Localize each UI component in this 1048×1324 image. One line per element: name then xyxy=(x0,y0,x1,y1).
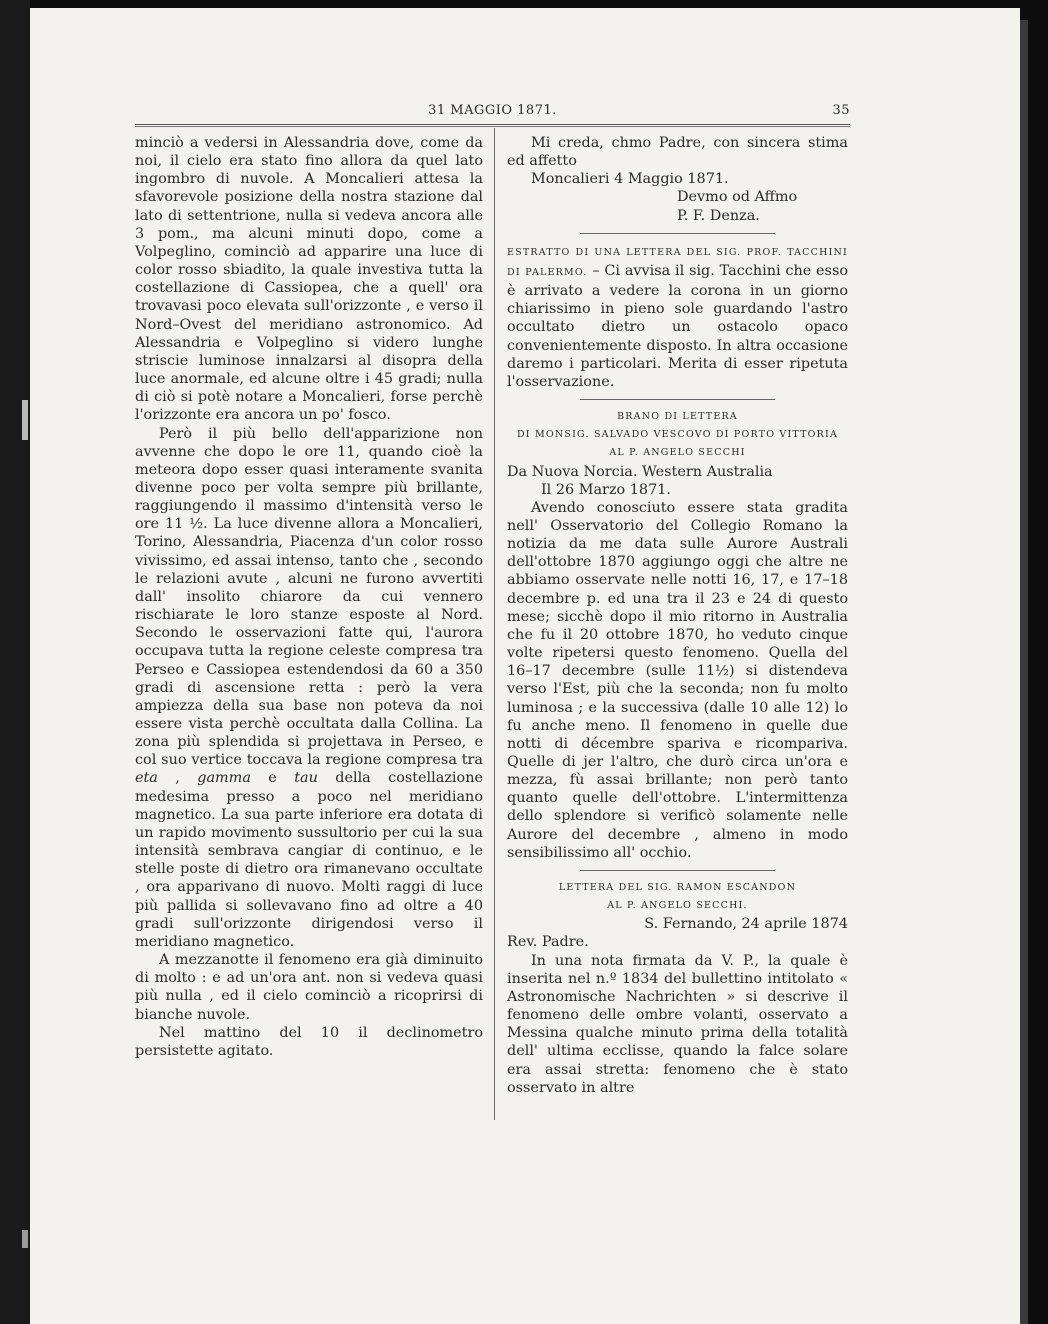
section-separator xyxy=(580,399,775,400)
paragraph: minciò a vedersi in Alessandria dove, come da noi, il cielo era stato fino allora da quel lato ingombro di nuvole. A Moncalieri attesa la sfavorevole posizione della nostra stazione dal lato di settentrione, nulla si vedeva ancora alle 3 pom., ma alcuni minuti dopo, come a Volpeglino, cominciò ad apparire una luce di color rosso sbiadito, la quale investiva tutta la costellazione di Cassiopea, che a quell' ora trovavasi poco elevata sull'orizzonte , e verso il Nord–Ovest del meridiano astronomico. Ad Alessandria e Volpeglino si videro lunghe striscie luminose innalzarsi al disopra della luce anormale, ed alcune oltre i 45 gradi; nulla di ciò si potè notare a Moncalieri, forse perchè l'orizzonte era ancora un po' fosco. xyxy=(135,135,483,424)
left-column xyxy=(135,134,483,1060)
section-separator xyxy=(580,233,775,234)
italic-term: tau xyxy=(294,770,318,787)
section-paragraph: In una nota firmata da V. P., la quale è inserita nel n.º 1834 del bullettino intitolato « Astronomische Nachrichten » si descrive il fenomeno delle ombre volanti, osservato a Messina qualche minuto prima della totalità dell' ultima ecclisse, quando la falce solare era assai stretta: fenomeno che è stato osservato in altre xyxy=(507,952,848,1096)
header-rule xyxy=(135,124,850,127)
paragraph: Nel mattino del 10 il declinometro persistette agitato. xyxy=(135,1024,483,1059)
section-separator xyxy=(580,870,775,871)
section-heading: AL P. ANGELO SECCHI. xyxy=(607,900,748,912)
scan-edge-mark xyxy=(22,1230,28,1248)
running-head-date: 31 MAGGIO 1871. xyxy=(428,103,557,118)
running-head xyxy=(135,103,850,123)
section-text: – Ci avvisa il sig. Tacchini che esso è arrivato a vedere la corona in un giorno chiarissimo in pieno sole guardando l'astro occultato dietro un ostacolo opaco convenientemente disposto. In altra occasione daremo i particolari. Merita di esser ripetuta l'osservazione. xyxy=(507,262,848,390)
italic-term: gamma xyxy=(197,770,251,787)
paragraph xyxy=(135,425,483,952)
scan-edge-mark xyxy=(22,400,28,440)
letter-salutation: Rev. Padre. xyxy=(507,934,589,951)
letter-place: Da Nuova Norcia. Western Australia xyxy=(507,463,773,480)
letter-date: Il 26 Marzo 1871. xyxy=(541,481,671,498)
section-heading: BRANO DI LETTERA xyxy=(617,411,738,423)
text-run: , xyxy=(157,770,198,787)
letter-closing-text: Mi creda, chmo Padre, con sincera stima ed affetto xyxy=(507,135,848,170)
text-run: Però il più bello dell'apparizione non avvenne che dopo le ore 11, quando cioè la meteora dopo esser quasi interamente svanita divenne poco per volta sempre più brillante, raggiungendo il massimo d'intensità verso le ore 11 ½. La luce divenne allora a Moncalieri, Torino, Alessandria, Piacenza d'un color rosso vivissimo, ed assai intenso, tanto che , secondo le relazioni avute , alcuni ne furono avvertiti dall' insolito chiarore da cui vennero rischiarate le loro stanze esposte al Nord. Secondo le osservazioni fatte qui, l'aurora occupava tutta la regione celeste compresa tra Perseo e Cassiopea estendendosi da 60 a 350 gradi di ascensione retta : però la vera ampiezza della sua base non poteva da noi essere vista perchè occultata dalla Collina. La zona più splendida si projettava in Perseo, e col suo vertice toccava la regione compresa tra xyxy=(135,425,483,769)
text-run: della costellazione medesima presso a poco nel meridiano magnetico. La sua parte inferiore era dotata di un rapido movimento sussultorio per cui la sua intensità sembrava cangiar di continuo, e le stelle poste di dietro ora rimanevano occultate , ora apparivano di nuovo. Molti raggi di luce più pallida si sollevavano fino ad oltre a 40 gradi sull'orizzonte dirigendosi verso il meridiano magnetico. xyxy=(135,770,483,950)
scan-left-edge xyxy=(0,0,30,1324)
section-paragraph: Avendo conosciuto essere stata gradita nell' Osservatorio del Collegio Romano la notizia da me data sulle Aurore Australi dell'ottobre 1870 aggiungo oggi che altre ne abbiamo osservate nelle notti 16, 17, e 17–18 decembre p. ed una tra il 23 e 24 di questo mese; sicchè dopo il mio ritorno in Australia che fu il 20 ottobre 1870, ho veduto cinque volte ripetersi questo fenomeno. Quella del 16–17 decembre (sulle 11½) si distendeva verso l'Est, più che la seconda; non fu molto luminosa ; e la successiva (dalle 10 alle 12) lo fu anche meno. Il fenomeno in quelle due notti di décembre spariva e ricompariva. Quelle di jer l'altro, che durò circa un'ora e mezza, fù assai brillante; non però tanto quanto quelle dell'ottobre. L'intermittenza dello splendore si verificò solamente nelle Aurore del decembre , almeno in modo sensibilissimo all' occhio. xyxy=(507,499,848,861)
italic-term: eta xyxy=(135,770,158,787)
column-divider xyxy=(494,128,495,1120)
letter-signature: P. F. Denza. xyxy=(677,207,760,224)
letter-place-date: Moncalieri 4 Maggio 1871. xyxy=(531,171,729,188)
section-heading: DI MONSIG. SALVADO VESCOVO DI PORTO VITTORIA xyxy=(516,429,839,441)
section-paragraph xyxy=(507,242,848,391)
section-heading: LETTERA DEL SIG. RAMON ESCANDON xyxy=(558,881,797,893)
scan-right-edge xyxy=(1020,20,1028,1324)
right-column xyxy=(507,134,848,1097)
letter-place-date: S. Fernando, 24 aprile 1874 xyxy=(644,916,848,933)
section-heading: ESTRATTO DI UNA LETTERA DEL SIG. PROF. TACCHINI DI PALERMO. xyxy=(507,246,848,278)
text-run: e xyxy=(250,770,295,787)
letter-valediction: Devmo od Affmo xyxy=(677,189,798,206)
paragraph: A mezzanotte il fenomeno era già diminuito di molto : e ad un'ora ant. non si vedeva quasi più nulla , ed il cielo cominciò a ricoprirsi di bianche nuvole. xyxy=(135,952,483,1023)
page-number: 35 xyxy=(832,103,850,118)
section-heading: AL P. ANGELO SECCHI xyxy=(609,447,746,459)
